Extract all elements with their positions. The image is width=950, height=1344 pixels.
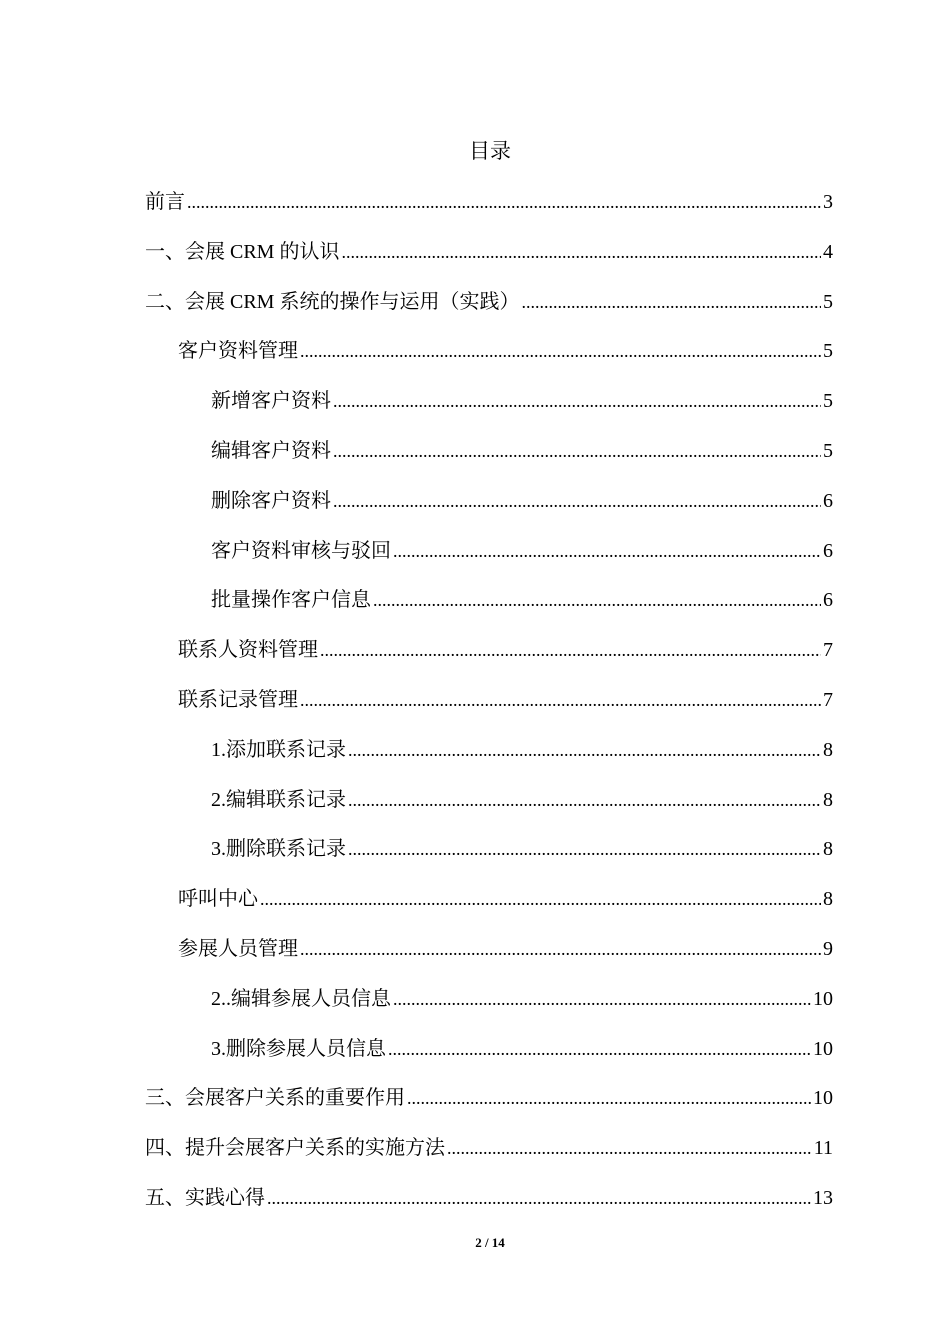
toc-entry-page-number: 10 [813,987,833,1010]
toc-dot-leader [341,237,821,267]
toc-entry-label: 客户资料管理 [178,340,298,363]
toc-entry[interactable] [145,436,833,486]
toc-entry-page-number: 6 [823,489,833,512]
toc-entry[interactable] [145,187,833,237]
toc-entry-label: 联系记录管理 [178,688,298,711]
toc-entry[interactable] [145,585,833,635]
toc-entry-page-number: 10 [813,1087,833,1110]
toc-entry-page-number: 3 [823,191,833,213]
toc-dot-leader [300,934,821,964]
toc-entry-label: 2..编辑参展人员信息 [211,987,391,1010]
toc-entry-page-number: 9 [823,937,833,960]
toc-entry-label: 呼叫中心 [178,888,258,911]
toc-dot-leader [393,984,811,1014]
toc-entry[interactable] [145,785,833,835]
toc-entry[interactable] [145,834,833,884]
toc-dot-leader [267,1183,811,1213]
toc-entry[interactable] [145,1133,833,1183]
toc-entry-page-number: 5 [823,290,833,313]
toc-entry-page-number: 6 [823,539,833,562]
toc-entry-label: 3.删除参展人员信息 [211,1037,386,1060]
toc-entry[interactable] [145,984,833,1034]
toc-dot-leader [348,834,821,864]
toc-dot-leader [388,1034,811,1064]
toc-entry-label: 新增客户资料 [211,390,331,413]
toc-dot-leader [373,585,821,615]
toc-entry[interactable] [145,1083,833,1133]
toc-entry-label: 二、会展 CRM 系统的操作与运用（实践） [145,290,520,313]
toc-entry-page-number: 8 [823,788,833,811]
toc-entry-page-number: 11 [813,1137,833,1160]
toc-entry-page-number: 7 [823,688,833,711]
toc-dot-leader [447,1133,812,1163]
toc-dot-leader [333,486,821,516]
toc-entry-page-number: 5 [823,439,833,462]
toc-dot-leader [333,386,821,416]
toc-entry-label: 编辑客户资料 [211,439,331,462]
toc-entry-label: 一、会展 CRM 的认识 [145,240,340,263]
toc-entry-label: 联系人资料管理 [178,639,318,662]
toc-title: 目录 [469,139,511,163]
toc-entry[interactable] [145,386,833,436]
toc-entry[interactable] [145,735,833,785]
toc-entry-label: 前言 [145,191,185,213]
toc-entry[interactable] [145,934,833,984]
page-indicator: 2 / 14 [475,1235,505,1250]
toc-dot-leader [348,785,821,815]
toc-entry-page-number: 5 [823,340,833,363]
toc-entry-page-number: 8 [823,838,833,861]
toc-entry[interactable] [145,685,833,735]
toc-entry[interactable] [145,635,833,685]
toc-dot-leader [300,685,821,715]
toc-entry-label: 五、实践心得 [145,1186,265,1209]
toc-entry[interactable] [145,884,833,934]
toc-entry-label: 参展人员管理 [178,937,298,960]
toc-entry-page-number: 8 [823,888,833,911]
toc-dot-leader [407,1083,811,1113]
toc-entry[interactable] [145,1034,833,1084]
toc-entry[interactable] [145,1183,833,1233]
toc-entry-page-number: 8 [823,738,833,761]
toc-dot-leader [187,187,821,217]
toc-entry[interactable] [145,287,833,337]
toc-entry-label: 批量操作客户信息 [211,589,371,612]
toc-entry-label: 客户资料审核与驳回 [211,539,391,562]
toc-dot-leader [521,287,821,317]
toc-entry-label: 2.编辑联系记录 [211,788,346,811]
toc-dot-leader [333,436,821,466]
toc-dot-leader [393,536,821,566]
toc-entry[interactable] [145,486,833,536]
toc-entry-page-number: 4 [823,240,833,263]
toc-entry-page-number: 13 [813,1186,833,1209]
toc-entry-label: 3.删除联系记录 [211,838,346,861]
toc-entry-label: 四、提升会展客户关系的实施方法 [145,1137,445,1160]
toc-entry[interactable] [145,237,833,287]
toc-entry-label: 删除客户资料 [211,489,331,512]
toc-entry-page-number: 6 [823,589,833,612]
toc-dot-leader [320,635,821,665]
toc-entry-label: 1.添加联系记录 [211,738,346,761]
toc-entry[interactable] [145,536,833,586]
toc-entry-page-number: 7 [823,639,833,662]
toc-dot-leader [260,884,821,914]
toc-entry[interactable] [145,336,833,386]
toc-entry-label: 三、会展客户关系的重要作用 [145,1087,405,1110]
toc-entry-page-number: 10 [813,1037,833,1060]
toc-dot-leader [348,735,821,765]
toc-dot-leader [300,336,821,366]
table-of-contents [145,187,833,1233]
toc-entry-page-number: 5 [823,390,833,413]
